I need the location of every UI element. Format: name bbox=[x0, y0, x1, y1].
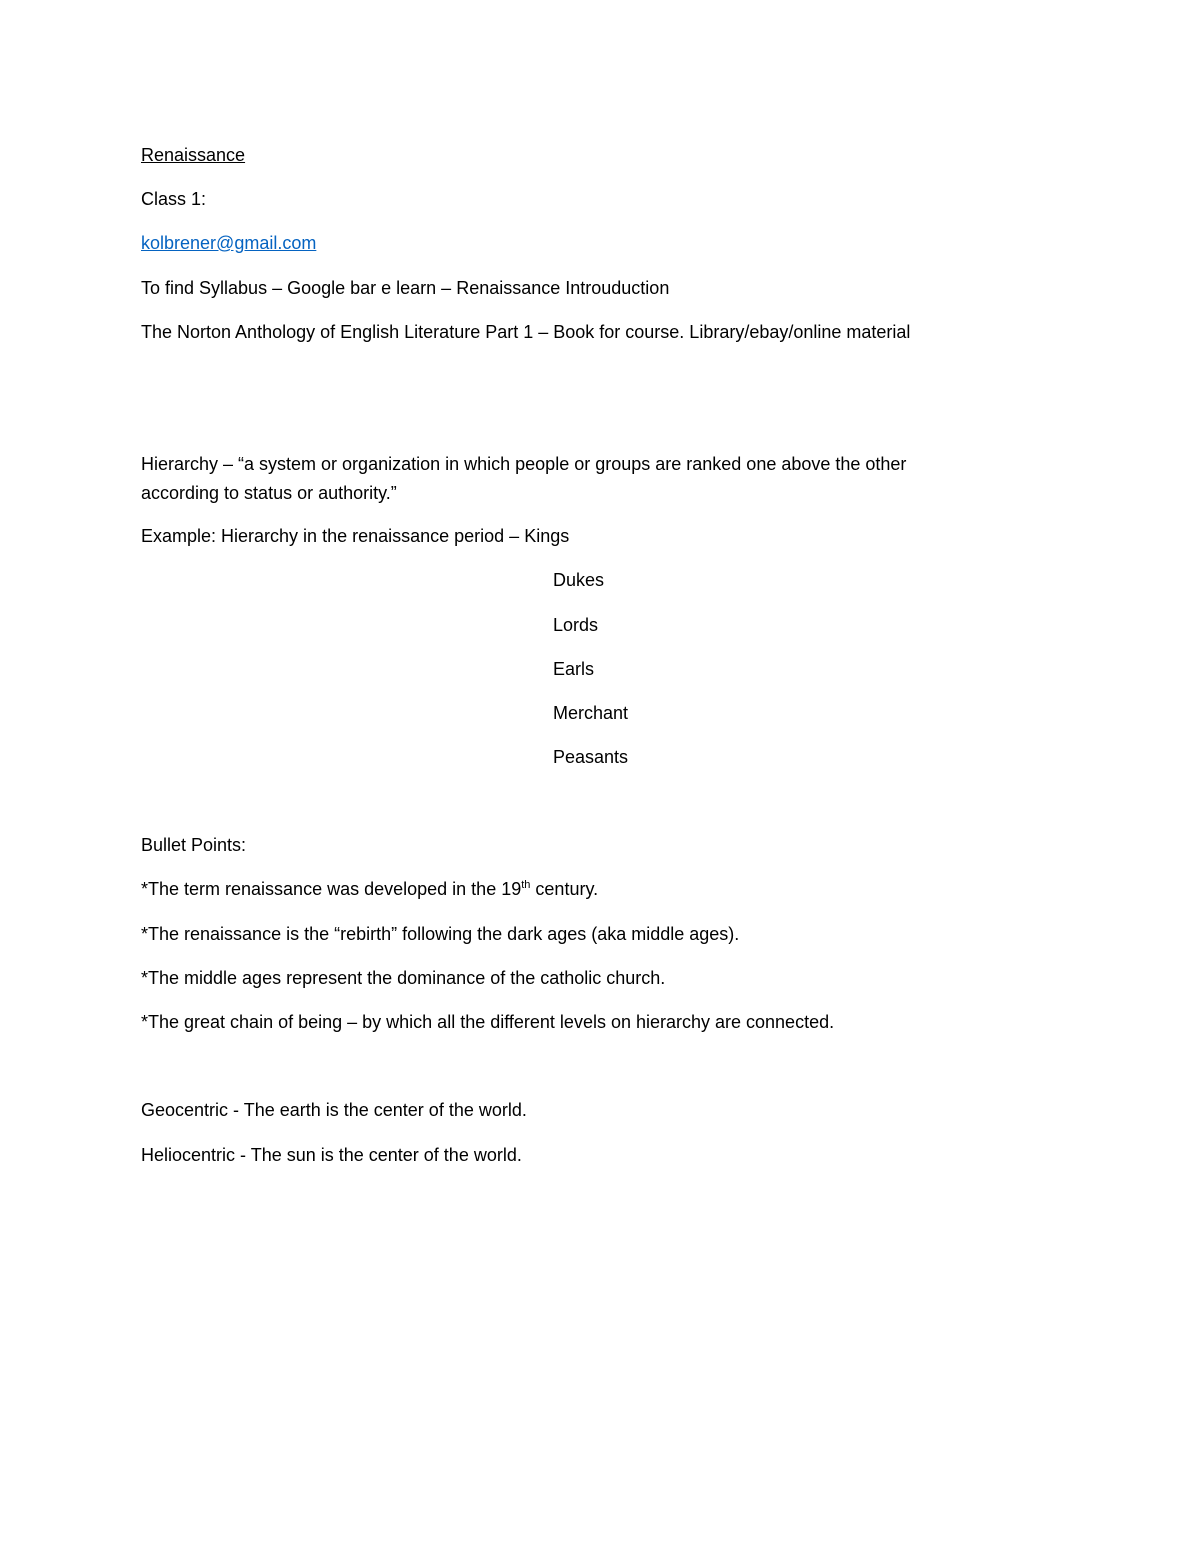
syllabus-line: To find Syllabus – Google bar e learn – Renaissance Introuduction bbox=[141, 278, 670, 298]
bullet-item-1-superscript: th bbox=[521, 879, 531, 891]
book-line: The Norton Anthology of English Literature Part 1 – Book for course. Library/ebay/online material bbox=[141, 322, 911, 342]
bullet-points-heading: Bullet Points: bbox=[141, 835, 247, 855]
bullet-item-1 bbox=[141, 878, 598, 900]
hierarchy-rank-dukes: Dukes bbox=[553, 570, 605, 590]
hierarchy-rank-peasants: Peasants bbox=[553, 747, 629, 767]
email-line bbox=[141, 232, 316, 254]
hierarchy-rank-lords: Lords bbox=[553, 615, 599, 635]
bullet-item-1-text: *The term renaissance was developed in the 19 bbox=[141, 879, 522, 899]
hierarchy-definition-line-1: Hierarchy – “a system or organization in which people or groups are ranked one above the other bbox=[141, 454, 907, 474]
hierarchy-rank-merchant: Merchant bbox=[553, 703, 629, 723]
hierarchy-definition-line-2: according to status or authority.” bbox=[141, 483, 397, 503]
hierarchy-rank-earls: Earls bbox=[553, 659, 595, 679]
bullet-item-2: *The renaissance is the “rebirth” following the dark ages (aka middle ages). bbox=[141, 924, 740, 944]
bullet-item-3: *The middle ages represent the dominance of the catholic church. bbox=[141, 968, 666, 988]
geocentric-definition: Geocentric - The earth is the center of the world. bbox=[141, 1100, 527, 1120]
document-title: Renaissance bbox=[141, 145, 246, 165]
class-label: Class 1: bbox=[141, 189, 207, 209]
bullet-item-1-end: century. bbox=[530, 879, 599, 899]
email-link[interactable]: kolbrener@gmail.com bbox=[141, 233, 317, 253]
bullet-item-4: *The great chain of being – by which all the different levels on hierarchy are connected. bbox=[141, 1012, 835, 1032]
heliocentric-definition: Heliocentric - The sun is the center of the world. bbox=[141, 1145, 522, 1165]
hierarchy-example-line: Example: Hierarchy in the renaissance period – Kings bbox=[141, 526, 570, 546]
